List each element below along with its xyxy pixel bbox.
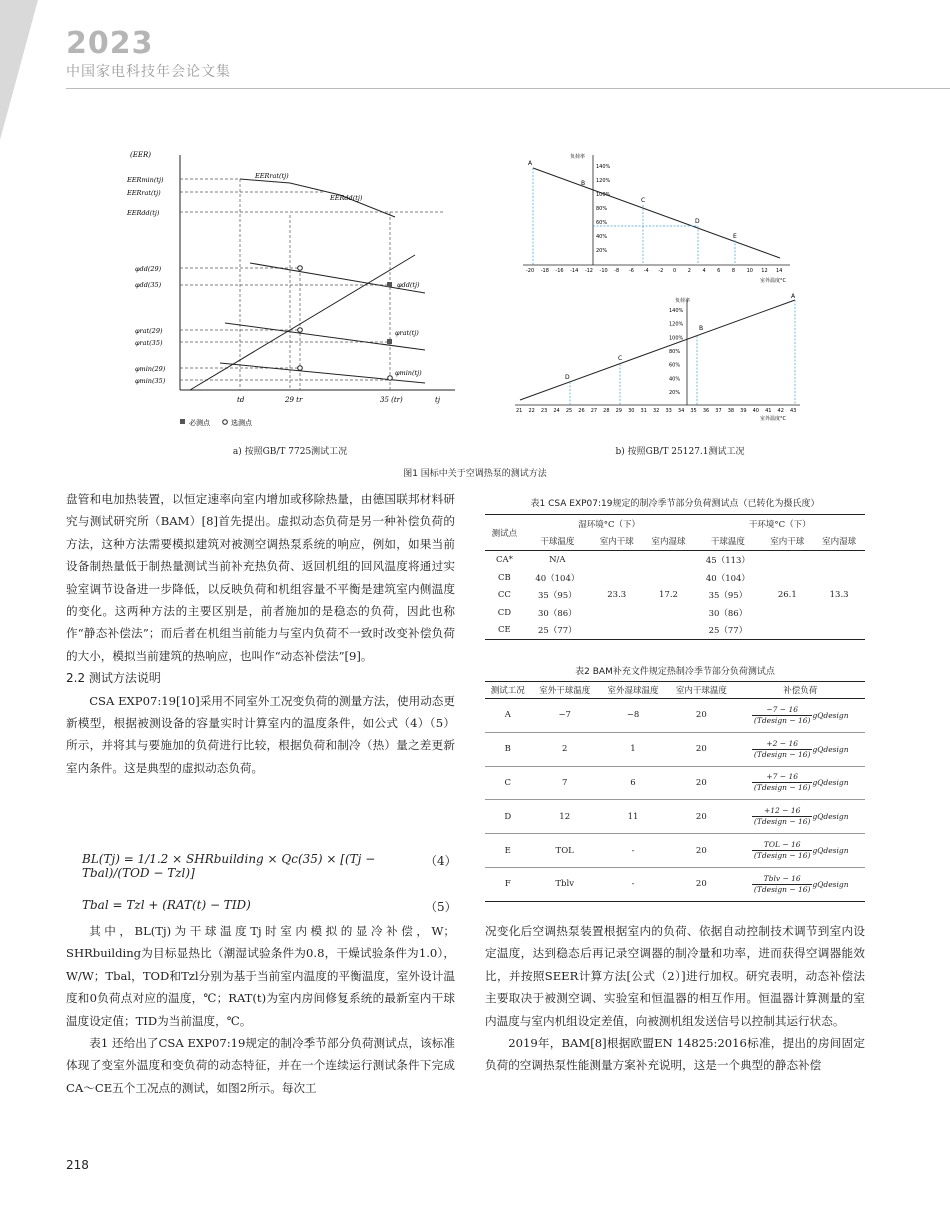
table-row: CE 25（77） 25（77）: [498, 625, 748, 637]
rb-x-tick-6: 27: [590, 408, 598, 414]
legend-filled: 必测点: [189, 419, 210, 427]
left-paragraph-4: 表1 还给出了CSA EXP07:19规定的制冷季节部分负荷测试点，该标准体现了变室外温度和变负荷的动态特征，并在一个连续运行测试条件下完成CA～CE五个工况点的测试，如图2所示。每次工: [66, 1036, 455, 1095]
ylabel-0: EERmin(tj): [127, 176, 164, 184]
rb-x-tick-18: 39: [740, 408, 747, 414]
rb-x-tick-21: 42: [777, 408, 784, 414]
left-paragraph-1: 盘管和电加热装置，以恒定速率向室内增加或移除热量，由德国联邦材料研究与测试研究所（BAM）[8]首先提出。虚拟动态负荷是另一种补偿负荷的方法，这种方法需要模拟建筑对被测空调热泵系统的响应，例如，如果当前设备制热量低于制热量测试当前补充热负荷、返回机组的回风温度将通过实验室调节设备进一步降低，以反映负荷和机组容量不平衡是建筑室内侧温度的变化。这两种方法的主要区别是，前者施加的是稳态的负荷，因此也称作“静态补偿法”；而后者在机组当前能力与室内负荷不一致时改变补偿负荷的大小，模拟当前建筑的热响应，也叫作“动态补偿法”[9]。: [66, 492, 455, 663]
left-paragraph-3: 其中，BL(Tj)为干球温度Tj时室内模拟的显冷补偿，W；SHRbuilding为目标显热比（潮湿试验条件为0.8，干燥试验条件为1.0），W/W；Tbal，TOD和Tzl分别为基于当前室内温度的平衡温度，室外设计温度和0负荷点对应的温度，℃；RAT(t)为室内房间修复系统的最新室内干球温度设定值；TID为当前温度，℃。: [66, 924, 455, 1028]
rt-x-tick-10: 0: [673, 268, 677, 274]
table-row: F Tblv - 20 $\frac{\text{Tblv − 16}}{\text{(Tdesign − 16)}}$ gQdesign: [485, 867, 865, 901]
t1-wet-indoor-wb: 17.2: [659, 590, 678, 601]
rt-y-tick-6: 20%: [596, 248, 608, 254]
rb-x-tick-8: 29: [615, 408, 623, 414]
rb-point-0: A: [791, 293, 796, 300]
rb-y-tick-6: 20%: [669, 390, 681, 396]
rb-y-tick-5: 40%: [669, 376, 681, 383]
rt-ylabel: 负荷率: [570, 154, 586, 160]
rt-xlabel: 室外温度°C: [760, 278, 786, 284]
ylabel-7: φmin(29): [135, 365, 166, 373]
rt-point-4: E: [733, 233, 737, 240]
t2-formula: $\frac{\text{TOL − 16}}{\text{(Tdesign − 16)}}$ gQdesign: [735, 834, 865, 868]
table-row: D 12 11 20 $\frac{+12 - 16}{\text{(Tdesign − 16)}}$ gQdesign: [485, 800, 865, 834]
table2-caption: 表2 BAM补充文件规定热制冷季节部分负荷测试点: [575, 667, 775, 677]
rt-y-tick-2: 100%: [596, 192, 611, 198]
rt-x-tick-14: 8: [731, 268, 736, 274]
rt-x-tick-8: -4: [643, 268, 649, 274]
rt-x-tick-16: 12: [761, 268, 768, 274]
t1-dry-indoor-wb: 13.3: [829, 590, 849, 601]
rt-x-tick-11: 2: [687, 268, 691, 274]
equation-4-number: （4）: [425, 854, 457, 868]
t2-formula: $\frac{-7 - 16}{\text{(Tdesign − 16)}}$ gQdesign: [735, 699, 865, 733]
curve-label-0: EERrat(tj): [255, 172, 289, 180]
rt-x-tick-13: 6: [717, 268, 721, 274]
rb-x-tick-5: 26: [578, 408, 585, 414]
t2-formula: $\frac{+7 - 16}{\text{(Tdesign − 16)}}$ gQdesign: [735, 766, 865, 800]
rb-x-tick-10: 31: [640, 408, 647, 414]
rt-x-tick-2: -16: [555, 268, 564, 274]
table-row: CD 30（86） 30（86）: [497, 607, 748, 619]
rb-x-tick-15: 36: [702, 408, 710, 414]
rb-y-tick-2: 100%: [669, 335, 684, 342]
t1-sub-2: 室内湿球: [651, 537, 686, 548]
t1-group-wet: 湿环境°C（下）: [578, 519, 640, 530]
rt-x-tick-5: -10: [599, 268, 608, 274]
rb-point-2: C: [618, 355, 623, 362]
rb-x-tick-20: 41: [765, 408, 772, 414]
rt-y-tick-1: 120%: [596, 178, 611, 184]
t1-sub-1: 室内干球: [599, 537, 634, 548]
rt-x-tick-0: -20: [526, 268, 535, 274]
table1-caption: 表1 CSA EXP07:19规定的制冷季节部分负荷测试点（已转化为摄氏度）: [530, 499, 820, 509]
t1-sub-3: 干球温度: [710, 537, 745, 548]
ylabel-2: EERdd(tj): [127, 209, 160, 217]
rb-x-tick-17: 38: [727, 408, 735, 414]
curve-label-2: φdd(tj): [397, 281, 420, 289]
t2-h4: 补偿负荷: [735, 682, 865, 699]
equation-5-number: （5）: [425, 900, 457, 914]
rt-y-tick-4: 60%: [596, 220, 608, 226]
equation-5: Tbal = Tzl + (RAT(t) − TID): [82, 898, 251, 912]
curve-label-1: EERdd(tj): [330, 194, 363, 202]
page-number: 218: [66, 1158, 89, 1172]
curve-label-4: φmin(tj): [395, 369, 422, 377]
corner-decoration: [0, 0, 38, 140]
rt-point-1: B: [581, 180, 586, 187]
t1-col0: 测试点: [485, 515, 524, 551]
rb-x-tick-3: 24: [553, 408, 560, 414]
left-column: [66, 488, 455, 779]
ylabel-1: EERrat(tj): [127, 189, 161, 197]
rt-x-tick-17: 14: [776, 268, 783, 274]
rt-y-tick-0: 140%: [596, 164, 611, 170]
eer-axis-label: (EER): [130, 151, 151, 159]
t2-h2: 室外湿球温度: [599, 682, 667, 699]
rt-y-tick-5: 40%: [596, 234, 608, 240]
rb-x-tick-2: 23: [540, 408, 548, 414]
right-paragraph-1: 况变化后空调热泵装置根据室内的负荷、依据自动控制技术调节到室内设定温度，达到稳态后再记录空调器的制冷量和功率，进而获得空调器能效比，并按照SEER计算方法[公式（2）]进行加权。研究表明，动态补偿法主要取决于被测空调、实验室和恒温器的相互作用。恒温器计算测量的室内温度与室内机组设定差值，向被测机组发送信号以控制其运行状态。: [485, 924, 865, 1028]
rb-y-tick-1: 120%: [669, 321, 684, 328]
xlabel-1: 29 tr: [285, 396, 303, 404]
right-column: [485, 920, 865, 1077]
rt-x-tick-1: -18: [540, 268, 549, 274]
curve-label-3: φrat(tj): [395, 329, 419, 337]
rb-x-tick-13: 34: [677, 408, 685, 414]
rt-point-0: A: [528, 160, 533, 167]
t2-h1: 室外干球温度: [531, 682, 599, 699]
figure1-left-chart: [125, 145, 460, 430]
figure1-caption-b: b) 按照GB/T 25127.1测试工况: [615, 447, 745, 457]
t2-h0: 测试工况: [485, 682, 531, 699]
t1-sub-4: 室内干球: [770, 537, 805, 548]
xlabel-3: tj: [435, 396, 440, 404]
table-row: CB 40（104） 40（104）: [498, 572, 750, 584]
figure1-right-bottom-chart: [505, 290, 815, 430]
rb-point-3: D: [565, 374, 570, 381]
table-row: C 7 6 20 $\frac{+7 - 16}{\text{(Tdesign − 16)}}$ gQdesign: [485, 766, 865, 800]
t1-sub-0: 干球温度: [540, 537, 575, 548]
t1-wet-indoor-db: 23.3: [607, 590, 627, 601]
table2: [485, 681, 865, 902]
ylabel-5: φrat(29): [135, 327, 163, 335]
rb-x-tick-22: 43: [790, 408, 797, 414]
ylabel-6: φrat(35): [135, 339, 163, 347]
xlabel-0: td: [237, 396, 245, 404]
figure1-caption: 图1 国标中关于空调热泵的测试方法: [403, 469, 547, 479]
table-row: CC 35（95） 35（95）: [497, 590, 748, 602]
rt-x-tick-4: -12: [584, 268, 593, 274]
xlabel-2: 35 (tr): [380, 396, 403, 404]
rb-x-tick-16: 37: [715, 408, 722, 414]
rb-x-tick-4: 25: [565, 408, 573, 414]
table-row: A −7 −8 20 $\frac{-7 - 16}{\text{(Tdesign − 16)}}$ gQdesign: [485, 699, 865, 733]
legend-open: 选测点: [231, 419, 252, 427]
t2-formula: $\frac{\text{Tblv − 16}}{\text{(Tdesign − 16)}}$ gQdesign: [753, 873, 849, 894]
t2-formula: $\frac{+2 - 16}{\text{(Tdesign − 16)}}$ gQdesign: [735, 732, 865, 766]
section-heading: 2.2 测试方法说明: [66, 671, 161, 686]
rt-x-tick-15: 10: [746, 268, 753, 274]
t1-dry-indoor-db: 26.1: [777, 590, 797, 601]
rt-x-tick-12: 4: [702, 268, 706, 274]
header-rule: [66, 88, 950, 89]
rt-point-3: D: [695, 218, 700, 225]
rb-x-tick-19: 40: [752, 408, 760, 414]
left-paragraph-2: CSA EXP07:19[10]采用不同室外工况变负荷的测量方法，使用动态更新模型，根据被测设备的容量实时计算室内的温度条件，如公式（4）（5）所示，并将其与要施加的负荷进行比较，根据负荷和制冷（热）量之差更新室内条件。这是典型的虚拟动态负荷。: [66, 693, 455, 775]
rt-x-tick-3: -14: [570, 268, 579, 274]
figure1-caption-a: a) 按照GB/T 7725测试工况: [232, 447, 348, 457]
header-year: 2023: [66, 26, 154, 61]
t1-group-dry: 干环境°C（下）: [748, 519, 811, 530]
rb-point-1: B: [699, 325, 704, 332]
left-column-lower: [66, 920, 455, 1099]
rb-x-tick-12: 33: [665, 408, 672, 414]
rt-y-tick-3: 80%: [596, 206, 608, 212]
equation-4: BL(Tj) = 1/1.2 × SHRbuilding × Qc(35) × [(Tj − Tbal)/(TOD − Tzl)]: [82, 852, 376, 880]
ylabel-3: φdd(29): [135, 265, 162, 273]
rb-x-tick-11: 32: [653, 408, 660, 414]
t2-formula: $\frac{+12 - 16}{\text{(Tdesign − 16)}}$ gQdesign: [735, 800, 865, 834]
rt-point-2: C: [641, 197, 646, 204]
rt-x-tick-9: -2: [658, 268, 664, 274]
rb-x-tick-14: 35: [690, 408, 697, 414]
rb-x-tick-0: 21: [516, 408, 523, 414]
ylabel-8: φmin(35): [135, 377, 166, 385]
rb-xlabel: 室外温度°C: [760, 416, 786, 422]
table1: [485, 514, 865, 640]
table-row: CA* N/A 23.3 17.2 45（113） 26.1 13.3: [485, 551, 865, 569]
header-title: 中国家电科技年会论文集: [66, 64, 231, 80]
rb-x-tick-9: 30: [628, 408, 635, 414]
table-row: B 2 1 20 $\frac{+2 - 16}{\text{(Tdesign − 16)}}$ gQdesign: [485, 732, 865, 766]
rb-y-tick-0: 140%: [669, 308, 684, 314]
rt-x-tick-6: -8: [614, 268, 620, 274]
right-paragraph-2: 2019年，BAM[8]根据欧盟EN 14825:2016标准，提出的房间固定负荷的空调热泵性能测量方案补充说明，这是一个典型的静态补偿: [485, 1036, 865, 1073]
t1-sub-5: 室内湿球: [822, 537, 857, 548]
rb-ylabel: 负荷率: [675, 298, 691, 304]
ylabel-4: φdd(35): [135, 281, 162, 289]
rt-x-tick-7: -6: [628, 268, 634, 274]
table-row: E TOL - 20 $\frac{\text{TOL − 16}}{\text{(Tdesign − 16)}}$ gQdesign: [485, 834, 865, 868]
figure1-right-top-chart: [515, 150, 815, 290]
rb-x-tick-7: 28: [603, 408, 610, 414]
t2-h3: 室内干球温度: [667, 682, 735, 699]
rb-y-tick-3: 80%: [669, 349, 681, 355]
rb-x-tick-1: 22: [528, 408, 535, 414]
rb-y-tick-4: 60%: [669, 362, 681, 369]
